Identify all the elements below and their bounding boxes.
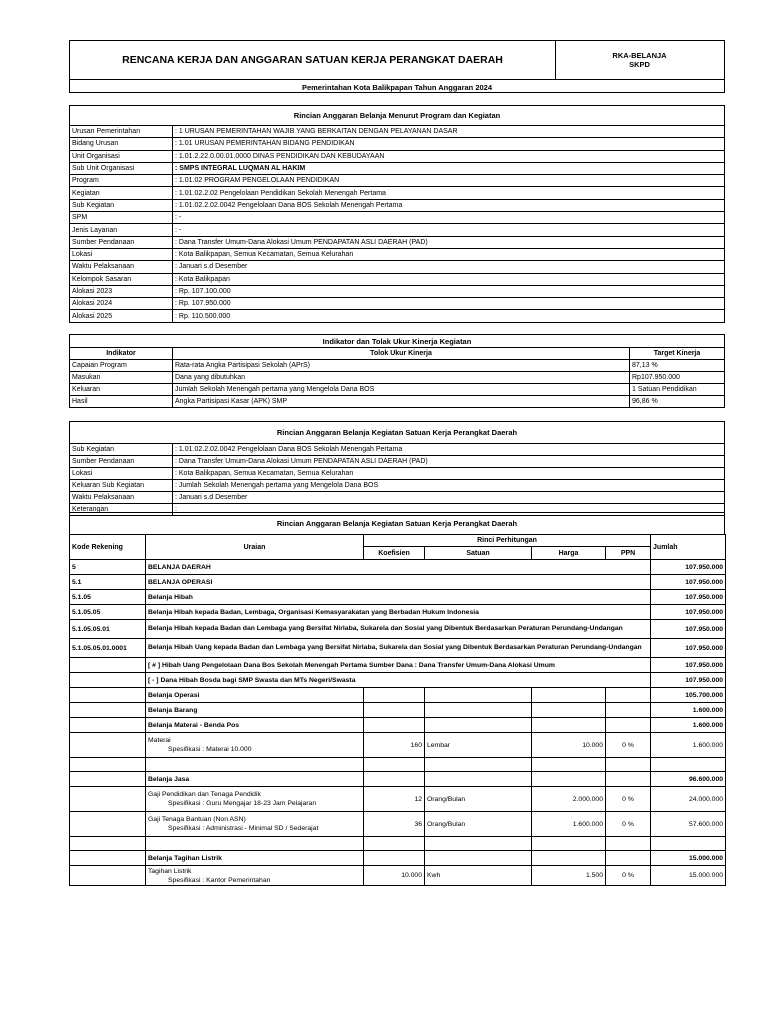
account-name: Belanja Hibah Uang kepada Badan dan Lembaga yang Bersifat Nirlaba, Sukarela dan Sosial yang Dibentuk Berdasarkan Peraturan Perundang-Undangan <box>146 639 651 658</box>
row-value: : 1.01.02 PROGRAM PENGELOLAAN PENDIDIKAN <box>173 175 725 187</box>
group-name: Belanja Barang <box>146 703 364 718</box>
item-description <box>146 787 364 812</box>
row-value: : <box>173 504 725 516</box>
cell: Rata-rata Angka Partisipasi Sekolah (APrS) <box>173 360 630 372</box>
account-name: Belanja Hibah kepada Badan, Lembaga, Organisasi Kemasyarakatan yang Berbadan Hukum Indonesia <box>146 605 651 620</box>
account-amount: 107.950.000 <box>651 605 726 620</box>
item-koefisien: 160 <box>364 733 425 758</box>
table-row <box>70 492 725 504</box>
table-row <box>70 396 725 408</box>
form-code <box>555 41 724 79</box>
col-header-kode: Kode Rekening <box>70 535 146 560</box>
row-label: Urusan Pemerintahan <box>70 126 173 138</box>
col-header-rinci: Rinci Perhitungan <box>364 535 651 547</box>
row-label: Kegiatan <box>70 187 173 199</box>
table-header-row <box>70 535 726 547</box>
cell: Capaian Program <box>70 360 173 372</box>
account-name: BELANJA DAERAH <box>146 560 651 575</box>
item-koefisien: 10.000 <box>364 866 425 886</box>
account-amount: 107.950.000 <box>651 560 726 575</box>
cell: Jumlah Sekolah Menengah pertama yang Mengelola Dana BOS <box>173 384 630 396</box>
row-value: : Kota Balikpapan <box>173 273 725 285</box>
item-satuan: Orang/Bulan <box>425 787 532 812</box>
indicator-section-title: Indikator dan Tolak Ukur Kinerja Kegiatan <box>69 334 725 347</box>
table-row <box>70 199 725 211</box>
group-name: Belanja Jasa <box>146 772 364 787</box>
program-section <box>69 125 725 323</box>
spacer-row <box>70 758 726 772</box>
row-label: Waktu Pelaksanaan <box>70 492 173 504</box>
form-code-line1: RKA-BELANJA <box>612 51 667 60</box>
table-header-row <box>70 348 725 360</box>
account-code: 5.1.05.05.01.0001 <box>70 639 146 658</box>
item-amount: 24.000.000 <box>651 787 726 812</box>
account-name: Belanja Hibah kepada Badan dan Lembaga yang Bersifat Nirlaba, Sukarela dan Sosial yang Dibentuk Berdasarkan Peraturan Perundang-Undangan <box>146 620 651 639</box>
row-label: Sub Kegiatan <box>70 199 173 211</box>
row-value: : Jumlah Sekolah Menengah pertama yang Mengelola Dana BOS <box>173 480 725 492</box>
item-harga: 1.600.000 <box>532 812 606 837</box>
account-name: BELANJA OPERASI <box>146 575 651 590</box>
group-amount: 105.700.000 <box>651 688 726 703</box>
budget-table <box>69 534 726 886</box>
row-label: Waktu Pelaksanaan <box>70 261 173 273</box>
col-header-indikator: Indikator <box>70 348 173 360</box>
item-satuan: Kwh <box>425 866 532 886</box>
account-code: 5 <box>70 560 146 575</box>
table-row <box>70 162 725 174</box>
item-amount: 1.600.000 <box>651 733 726 758</box>
row-value: : Rp. 107.950.000 <box>173 298 725 310</box>
group-name: Belanja Tagihan Listrik <box>146 851 364 866</box>
row-value: : 1.01.02.2.02.0042 Pengelolaan Dana BOS Sekolah Menengah Pertama <box>173 199 725 211</box>
account-name: Belanja Hibah <box>146 590 651 605</box>
row-value: : Rp. 110.500.000 <box>173 310 725 322</box>
row-value: : 1.01.02.2.02.0042 Pengelolaan Dana BOS Sekolah Menengah Pertama <box>173 444 725 456</box>
table-row <box>70 224 725 236</box>
account-code: 5.1.05.05 <box>70 605 146 620</box>
row-label: Sub Kegiatan <box>70 444 173 456</box>
budget-section-title: Rincian Anggaran Belanja Kegiatan Satuan Kerja Perangkat Daerah <box>69 512 725 534</box>
sub-activity-section <box>69 443 725 516</box>
row-value: : Januari s.d Desember <box>173 261 725 273</box>
cell: Keluaran <box>70 384 173 396</box>
item-name: Gaji Pendidikan dan Tenaga Pendidik <box>148 791 261 798</box>
row-value: : 1.01 URUSAN PEMERINTAHAN BIDANG PENDIDIKAN <box>173 138 725 150</box>
group-row <box>70 851 726 866</box>
table-row <box>70 480 725 492</box>
row-value: : - <box>173 212 725 224</box>
row-label: Program <box>70 175 173 187</box>
program-table <box>69 125 725 323</box>
col-header-jumlah: Jumlah <box>651 535 726 560</box>
cell: Masukan <box>70 372 173 384</box>
item-ppn: 0 % <box>606 733 651 758</box>
group-amount: 107.950.000 <box>651 658 726 673</box>
account-code: 5.1.05.05.01 <box>70 620 146 639</box>
item-amount: 15.000.000 <box>651 866 726 886</box>
group-row <box>70 658 726 673</box>
table-row <box>70 126 725 138</box>
row-value: : 1 URUSAN PEMERINTAHAN WAJIB YANG BERKAITAN DENGAN PELAYANAN DASAR <box>173 126 725 138</box>
sub-activity-table <box>69 443 725 516</box>
group-amount: 1.600.000 <box>651 718 726 733</box>
group-row <box>70 772 726 787</box>
row-value: : Rp. 107.100.000 <box>173 285 725 297</box>
item-spec: Spesifikasi : Materai 10.000 <box>168 746 252 753</box>
budget-section <box>69 534 725 886</box>
row-value: : Kota Balikpapan, Semua Kecamatan, Semua Kelurahan <box>173 468 725 480</box>
item-description <box>146 812 364 837</box>
row-label: Lokasi <box>70 468 173 480</box>
item-name: Gaji Tenaga Bantuan (Non ASN) <box>148 816 246 823</box>
col-header-satuan: Satuan <box>425 547 532 560</box>
form-code-line2: SKPD <box>629 60 650 69</box>
account-amount: 107.950.000 <box>651 590 726 605</box>
item-harga: 2.000.000 <box>532 787 606 812</box>
cell: Hasil <box>70 396 173 408</box>
group-amount: 96.600.000 <box>651 772 726 787</box>
col-header-target: Target Kinerja <box>630 348 725 360</box>
col-header-uraian: Uraian <box>146 535 364 560</box>
col-header-koefisien: Koefisien <box>364 547 425 560</box>
row-value: : Januari s.d Desember <box>173 492 725 504</box>
row-value: : - <box>173 224 725 236</box>
indicator-section <box>69 347 725 408</box>
group-amount: 15.000.000 <box>651 851 726 866</box>
group-row <box>70 673 726 688</box>
item-spec: Spesifikasi : Kantor Pemerintahan <box>168 876 271 884</box>
sub-activity-section-title: Rincian Anggaran Belanja Kegiatan Satuan Kerja Perangkat Daerah <box>69 421 725 443</box>
item-name: Materai <box>148 737 171 744</box>
account-row <box>70 639 726 658</box>
group-name: Belanja Materai - Benda Pos <box>146 718 364 733</box>
table-row <box>70 384 725 396</box>
col-header-harga: Harga <box>532 547 606 560</box>
table-row <box>70 175 725 187</box>
row-value: : SMPS INTEGRAL LUQMAN AL HAKIM <box>173 162 725 174</box>
cell: 87,13 % <box>630 360 725 372</box>
row-value: : Dana Transfer Umum-Dana Alokasi Umum PENDAPATAN ASLI DAERAH (PAD) <box>173 236 725 248</box>
table-row <box>70 456 725 468</box>
item-satuan: Lembar <box>425 733 532 758</box>
group-row <box>70 688 726 703</box>
account-row <box>70 560 726 575</box>
table-row <box>70 298 725 310</box>
item-ppn: 0 % <box>606 787 651 812</box>
document-title: RENCANA KERJA DAN ANGGARAN SATUAN KERJA PERANGKAT DAERAH <box>70 41 556 79</box>
cell: 96,86 % <box>630 396 725 408</box>
row-label: Alokasi 2023 <box>70 285 173 297</box>
item-row <box>70 787 726 812</box>
table-row <box>70 468 725 480</box>
table-row <box>70 285 725 297</box>
row-label: Keluaran Sub Kegiatan <box>70 480 173 492</box>
row-label: Keterangan <box>70 504 173 516</box>
item-harga: 1.500 <box>532 866 606 886</box>
group-name: [ # ] Hibah Uang Pengelolaan Dana Bos Sekolah Menengah Pertama Sumber Dana : Dana Transfer Umum-Dana Alokasi Umum <box>146 658 651 673</box>
account-amount: 107.950.000 <box>651 639 726 658</box>
row-label: Bidang Urusan <box>70 138 173 150</box>
row-value: : Kota Balikpapan, Semua Kecamatan, Semua Kelurahan <box>173 248 725 260</box>
account-amount: 107.950.000 <box>651 575 726 590</box>
row-label: Lokasi <box>70 248 173 260</box>
account-row <box>70 575 726 590</box>
item-satuan: Orang/Bulan <box>425 812 532 837</box>
table-row <box>70 273 725 285</box>
row-label: Sumber Pendanaan <box>70 236 173 248</box>
item-row <box>70 733 726 758</box>
account-row <box>70 620 726 639</box>
document-subtitle: Pemerintahan Kota Balikpapan Tahun Anggaran 2024 <box>70 79 724 94</box>
cell: Rp107.950.000 <box>630 372 725 384</box>
row-label: Unit Organisasi <box>70 150 173 162</box>
program-section-title: Rincian Anggaran Belanja Menurut Program dan Kegiatan <box>69 105 725 125</box>
account-row <box>70 605 726 620</box>
table-row <box>70 360 725 372</box>
account-code: 5.1.05 <box>70 590 146 605</box>
cell: Dana yang dibutuhkan <box>173 372 630 384</box>
account-row <box>70 590 726 605</box>
item-spec: Spesifikasi : Guru Mengajar 18-23 Jam Pelajaran <box>168 800 317 807</box>
item-koefisien: 12 <box>364 787 425 812</box>
table-row <box>70 261 725 273</box>
group-amount: 107.950.000 <box>651 673 726 688</box>
spacer-row <box>70 837 726 851</box>
group-name: Belanja Operasi <box>146 688 364 703</box>
table-row <box>70 187 725 199</box>
row-label: Jenis Layanan <box>70 224 173 236</box>
indicator-table <box>69 347 725 408</box>
item-spec: Spesifikasi : Administrasi - Minimal SD / Sederajat <box>168 825 319 832</box>
table-row <box>70 372 725 384</box>
row-value: : Dana Transfer Umum-Dana Alokasi Umum PENDAPATAN ASLI DAERAH (PAD) <box>173 456 725 468</box>
table-row <box>70 150 725 162</box>
account-code: 5.1 <box>70 575 146 590</box>
table-row <box>70 444 725 456</box>
row-label: Sub Unit Organisasi <box>70 162 173 174</box>
row-label: Sumber Pendanaan <box>70 456 173 468</box>
cell: 1 Satuan Pendidikan <box>630 384 725 396</box>
table-row <box>70 212 725 224</box>
item-description <box>146 733 364 758</box>
table-row <box>70 310 725 322</box>
group-name: [ - ] Dana Hibah Bosda bagi SMP Swasta dan MTs Negeri/Swasta <box>146 673 651 688</box>
table-row <box>70 236 725 248</box>
item-amount: 57.600.000 <box>651 812 726 837</box>
account-amount: 107.950.000 <box>651 620 726 639</box>
group-row <box>70 718 726 733</box>
table-row <box>70 248 725 260</box>
row-label: Kelompok Sasaran <box>70 273 173 285</box>
item-name: Tagihan Listrik <box>148 867 192 875</box>
row-label: SPM <box>70 212 173 224</box>
group-amount: 1.600.000 <box>651 703 726 718</box>
cell: Angka Partisipasi Kasar (APK) SMP <box>173 396 630 408</box>
item-description <box>146 866 364 886</box>
row-value: : 1.01.2.22.0.00.01.0000 DINAS PENDIDIKAN DAN KEBUDAYAAN <box>173 150 725 162</box>
col-header-tolok-ukur: Tolok Ukur Kinerja <box>173 348 630 360</box>
item-row <box>70 812 726 837</box>
item-ppn: 0 % <box>606 812 651 837</box>
item-ppn: 0 % <box>606 866 651 886</box>
item-harga: 10.000 <box>532 733 606 758</box>
document-header <box>69 40 725 93</box>
row-label: Alokasi 2024 <box>70 298 173 310</box>
row-label: Alokasi 2025 <box>70 310 173 322</box>
table-row <box>70 138 725 150</box>
group-row <box>70 703 726 718</box>
row-value: : 1.01.02.2.02 Pengelolaan Pendidikan Sekolah Menengah Pertama <box>173 187 725 199</box>
item-koefisien: 36 <box>364 812 425 837</box>
col-header-ppn: PPN <box>606 547 651 560</box>
item-row <box>70 866 726 886</box>
